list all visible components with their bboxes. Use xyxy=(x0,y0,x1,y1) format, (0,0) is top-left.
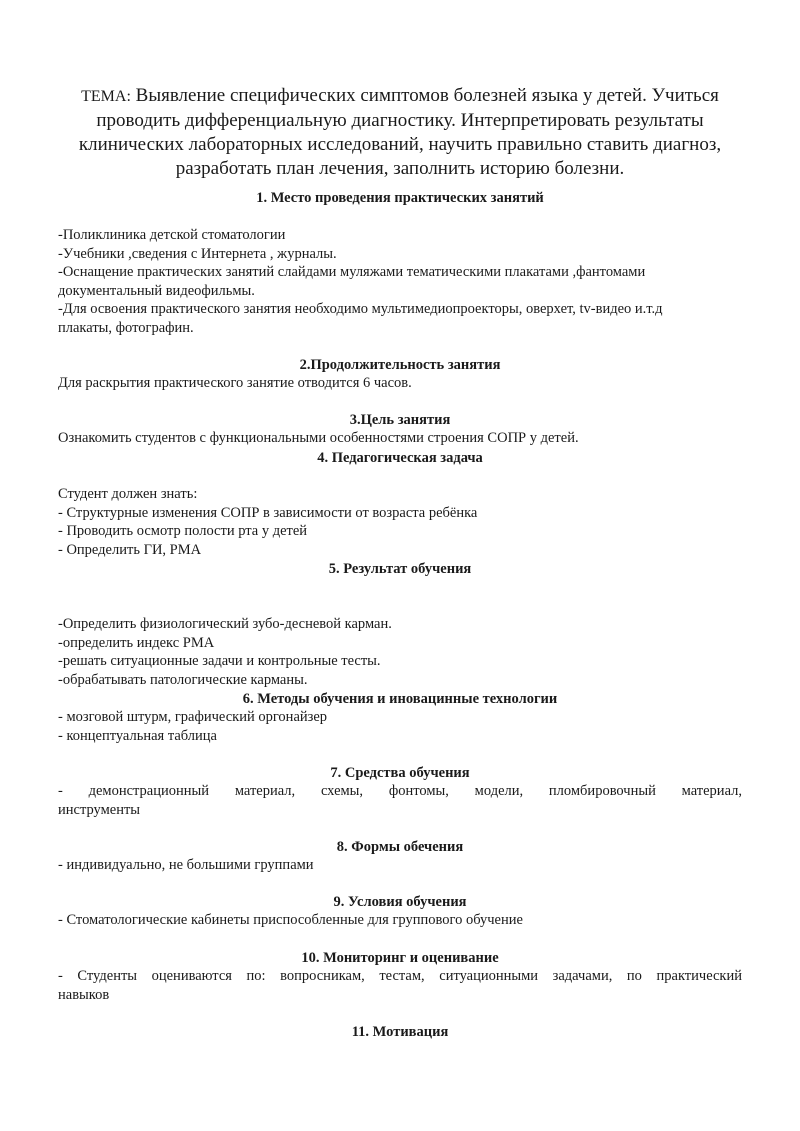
body-line: -Определить физиологический зубо-десневой карман. xyxy=(58,616,392,632)
body-line: Ознакомить студентов с функциональными особенностями строения СОПР у детей. xyxy=(58,430,579,446)
section-heading-monitoring: 10. Мониторинг и оценивание xyxy=(301,950,499,966)
body-line: - концептуальная таблица xyxy=(58,727,217,744)
section-heading-methods: 6. Методы обучения и иновацинные технологии xyxy=(242,691,558,707)
body-line: -обрабатывать патологические карманы. xyxy=(58,671,308,688)
section-heading-pedagogical-task: 4. Педагогическая задача xyxy=(317,450,483,466)
body-line: - Структурные изменения СОПР в зависимости от возраста ребёнка xyxy=(58,504,478,521)
section-body-pedagogical-task xyxy=(58,485,742,559)
section-body-conditions xyxy=(58,911,742,930)
section-body-learning-result xyxy=(58,615,742,689)
body-line: документальный видеофильмы. xyxy=(58,282,255,299)
section-body-goal xyxy=(58,429,742,448)
body-line: -определить индекс РМА xyxy=(58,634,215,651)
section-heading-conditions: 9. Условия обучения xyxy=(333,894,467,910)
body-line: навыков xyxy=(58,986,110,1003)
section-body-means xyxy=(58,782,742,819)
section-body-monitoring xyxy=(58,967,742,1004)
body-line: - Студенты оцениваются по: вопросникам, тестам, ситуационными задачами, по практический xyxy=(58,968,742,984)
section-heading-location: 1. Место проведения практических занятий xyxy=(256,190,544,206)
body-line: - демонстрационный материал, схемы, фонтомы, модели, пломбировочный материал, xyxy=(58,783,742,799)
body-line: -Оснащение практических занятий слайдами муляжами тематическими плакатами ,фантомами xyxy=(58,264,646,281)
section-heading-motivation: 11. Мотивация xyxy=(351,1024,449,1040)
section-body-duration xyxy=(58,374,742,393)
section-body-location xyxy=(58,226,742,338)
body-line: -Поликлиника детской стоматологии xyxy=(58,227,286,243)
body-line: -Учебники ,сведения с Интернета , журналы. xyxy=(58,245,337,262)
topic-label: ТЕМА: xyxy=(81,88,131,105)
section-body-forms xyxy=(58,856,742,875)
body-line: - мозговой штурм, графический оргонайзер xyxy=(58,709,328,725)
body-line: инструменты xyxy=(58,801,141,818)
body-line: - Проводить осмотр полости рта у детей xyxy=(58,523,308,540)
section-heading-means: 7. Средства обучения xyxy=(330,765,470,781)
topic-line: клинических лабораторных исследований, научить правильно ставить диагноз, xyxy=(78,134,722,155)
body-line: Для раскрытия практического занятие отводится 6 часов. xyxy=(58,375,412,391)
topic-line: разработать план лечения, заполнить историю болезни. xyxy=(175,158,625,179)
body-line: - Стоматологические кабинеты приспособленные для группового обучение xyxy=(58,912,523,928)
section-heading-forms: 8. Формы обечения xyxy=(336,839,464,855)
section-heading-learning-result: 5. Результат обучения xyxy=(328,561,472,577)
section-body-methods xyxy=(58,708,742,745)
body-line: Студент должен знать: xyxy=(58,486,198,502)
topic-paragraph xyxy=(70,84,730,181)
section-heading-goal: 3.Цель занятия xyxy=(349,412,451,428)
body-line: - индивидуально, не большими группами xyxy=(58,857,314,873)
body-line: - Определить ГИ, РМА xyxy=(58,541,202,558)
topic-line: проводить дифференциальную диагностику. Интерпретировать результаты xyxy=(96,110,704,131)
topic-line: Выявление специфических симптомов болезней языка у детей. Учиться xyxy=(130,85,719,106)
body-line: -решать ситуационные задачи и контрольные тесты. xyxy=(58,653,381,670)
section-heading-duration: 2.Продолжительность занятия xyxy=(299,357,501,373)
body-line: -Для освоения практического занятия необходимо мультимедиопроекторы, оверхет, tv-видео и.т.д xyxy=(58,301,663,318)
body-line: плакаты, фотографин. xyxy=(58,319,194,336)
